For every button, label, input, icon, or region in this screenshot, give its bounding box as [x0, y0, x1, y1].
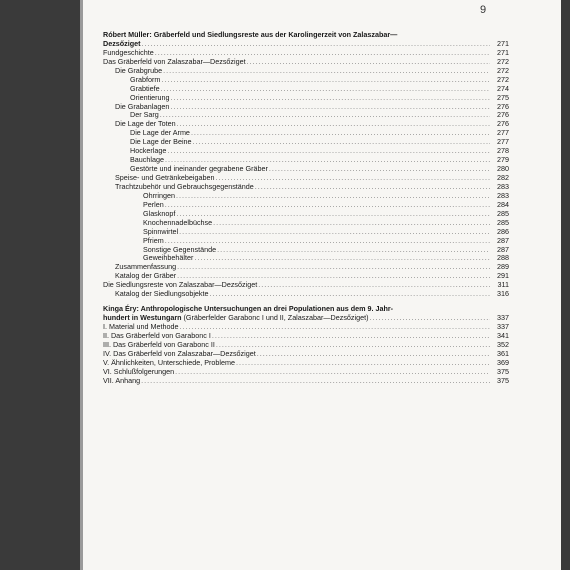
toc-entry-page: 369: [497, 357, 509, 367]
toc-entry-page: 277: [497, 128, 509, 138]
toc-entry-label: Das Gräberfeld von Zalaszabar—Dezsőziget: [103, 56, 246, 66]
toc-entry-label: Die Lage der Beine: [130, 137, 192, 147]
toc-entry-page: 276: [497, 110, 509, 120]
section-2-title-line2-normal: (Gräberfelder Garabonc I und II, Zalaszabar—Dezsőziget): [181, 313, 369, 323]
toc-entry-label: Die Grabanlagen: [115, 101, 170, 111]
toc-entry-label: Grabform: [130, 74, 161, 84]
leader-dots: [258, 281, 490, 290]
leader-dots: [236, 359, 490, 368]
toc-entry-page: 341: [497, 330, 509, 340]
leader-dots: [171, 94, 490, 103]
toc-entry-label: I. Material und Methode: [103, 322, 179, 332]
toc-entry-page: 272: [497, 74, 509, 84]
leader-dots: [247, 58, 490, 67]
toc-entry-page: 283: [497, 190, 509, 200]
toc-entry-page: 276: [497, 119, 509, 129]
toc-entry: [103, 290, 509, 299]
table-of-contents: [103, 31, 509, 386]
leader-dots: [161, 85, 490, 94]
leader-dots: [177, 120, 490, 129]
toc-entry-page: 361: [497, 348, 509, 358]
leader-dots: [180, 323, 490, 332]
toc-entry-page: 271: [497, 47, 509, 57]
toc-entry-label: Pfriem: [143, 235, 164, 245]
toc-entry: [103, 377, 509, 386]
toc-entry-label: Katalog der Gräber: [115, 271, 177, 281]
toc-entry-label: Katalog der Siedlungsobjekte: [115, 289, 209, 299]
toc-entry-page: 275: [497, 92, 509, 102]
toc-entry-page: 284: [497, 199, 509, 209]
toc-entry-page: 282: [497, 173, 509, 183]
toc-entry-page: 352: [497, 339, 509, 349]
toc-entry: [103, 58, 509, 67]
toc-entry-page: 279: [497, 155, 509, 165]
toc-entry-page: 283: [497, 181, 509, 191]
toc-entry-label: Sonstige Gegenstände: [143, 244, 217, 254]
toc-entry-page: 286: [497, 226, 509, 236]
toc-entry-label: Die Grabgrube: [115, 65, 163, 75]
toc-entry-label: VII. Anhang: [103, 375, 141, 385]
toc-entry-label: Die Lage der Arme: [130, 128, 190, 138]
toc-entry: [103, 228, 509, 237]
toc-entry: [103, 76, 509, 85]
leader-dots: [170, 103, 490, 112]
toc-entry-label: Trachtzubehör und Gebrauchsgegenstände: [115, 181, 254, 191]
document-page: [83, 0, 561, 570]
toc-entry-page: 287: [497, 244, 509, 254]
leader-dots: [163, 67, 490, 76]
leader-dots: [161, 76, 490, 85]
section-2-title: Kinga Éry: Anthropologische Untersuchungen an drei Populationen aus dem 9. Jahr-: [103, 304, 394, 314]
toc-entry-page: 285: [497, 208, 509, 218]
leader-dots: [167, 147, 490, 156]
leader-dots: [269, 165, 490, 174]
leader-dots: [370, 314, 491, 323]
toc-entry-page: 375: [497, 375, 509, 385]
toc-entry-label: VI. Schlußfolgerungen: [103, 366, 175, 376]
toc-entry-page: 274: [497, 83, 509, 93]
toc-entry-page: 278: [497, 146, 509, 156]
leader-dots: [160, 111, 490, 120]
toc-entry-label: II. Das Gräberfeld von Garabonc I: [103, 330, 211, 340]
leader-dots: [212, 332, 490, 341]
section-2-entries: [103, 323, 509, 386]
toc-entry-label: V. Ähnlichkeiten, Unterschiede, Probleme: [103, 357, 235, 367]
toc-entry-label: Knochennadelbüchse: [143, 217, 213, 227]
toc-entry: [103, 103, 509, 112]
leader-dots: [257, 350, 490, 359]
toc-entry-label: Glasknopf: [143, 208, 176, 218]
toc-entry-label: Spinnwirtel: [143, 226, 179, 236]
section-2-title-line2-bold: hundert in Westungarn: [103, 313, 182, 323]
leader-dots: [175, 368, 490, 377]
toc-entry-page: 316: [497, 289, 509, 299]
toc-entry-page: 276: [497, 101, 509, 111]
toc-entry-label: Die Siedlungsreste von Zalaszabar—Dezsőziget: [103, 280, 258, 290]
toc-entry-label: Der Sarg: [130, 110, 159, 120]
toc-entry-label: Ohrringen: [143, 190, 175, 200]
toc-entry-page: 337: [497, 322, 509, 332]
leader-dots: [216, 174, 491, 183]
toc-entry-page: 272: [497, 65, 509, 75]
leader-dots: [255, 183, 490, 192]
toc-entry-label: Zusammenfassung: [115, 262, 177, 272]
toc-entry-label: IV. Das Gräberfeld von Zalaszabar—Dezsőziget: [103, 348, 256, 358]
toc-entry-label: Die Lage der Toten: [115, 119, 176, 129]
leader-dots: [141, 377, 490, 386]
leader-dots: [213, 219, 490, 228]
section-1-title: Róbert Müller: Gräberfeld und Siedlungsreste aus der Karolingerzeit von Zalaszabar—: [103, 30, 398, 39]
toc-entry-page: 277: [497, 137, 509, 147]
toc-entry-page: 289: [497, 262, 509, 272]
toc-entry-page: 280: [497, 164, 509, 174]
page-ref: 337: [497, 313, 509, 323]
toc-entry-label: Bauchlage: [130, 155, 164, 165]
leader-dots: [191, 129, 490, 138]
toc-entry: [103, 368, 509, 377]
leader-dots: [194, 254, 490, 263]
toc-entry: [103, 192, 509, 201]
leader-dots: [176, 192, 490, 201]
toc-entry-page: 291: [497, 271, 509, 281]
toc-entry-label: Orientierung: [130, 92, 170, 102]
leader-dots: [216, 341, 490, 350]
section-1-entries: [103, 49, 509, 299]
toc-entry-label: Fundgeschichte: [103, 47, 154, 57]
toc-entry-page: 287: [497, 235, 509, 245]
page-ref: 271: [497, 38, 509, 48]
leader-dots: [165, 201, 490, 210]
toc-entry-label: Perlen: [143, 199, 164, 209]
toc-entry-label: Speise- und Getränkebeigaben: [115, 173, 215, 183]
toc-entry-label: III. Das Gräberfeld von Garabonc II: [103, 339, 215, 349]
leader-dots: [179, 228, 490, 237]
toc-entry: [103, 67, 509, 76]
toc-entry-page: 285: [497, 217, 509, 227]
leader-dots: [142, 40, 490, 49]
toc-entry-page: 272: [497, 56, 509, 66]
leader-dots: [217, 246, 490, 255]
leader-dots: [176, 210, 490, 219]
toc-entry-label: Grabtiefe: [130, 83, 160, 93]
toc-entry-label: Geweihbehälter: [143, 253, 194, 263]
leader-dots: [210, 290, 490, 299]
page-number: 9: [480, 4, 487, 16]
section-1-title-continued: [103, 40, 509, 49]
toc-entry-label: Hockerlage: [130, 146, 167, 156]
toc-entry-page: 288: [497, 253, 509, 263]
leader-dots: [193, 138, 490, 147]
toc-entry-page: 311: [497, 280, 509, 290]
leader-dots: [177, 263, 490, 272]
toc-entry-page: 375: [497, 366, 509, 376]
section-1-title-line2: Dezsőziget: [103, 38, 141, 48]
toc-entry-label: Gestörte und ineinander gegrabene Gräber: [130, 164, 268, 174]
